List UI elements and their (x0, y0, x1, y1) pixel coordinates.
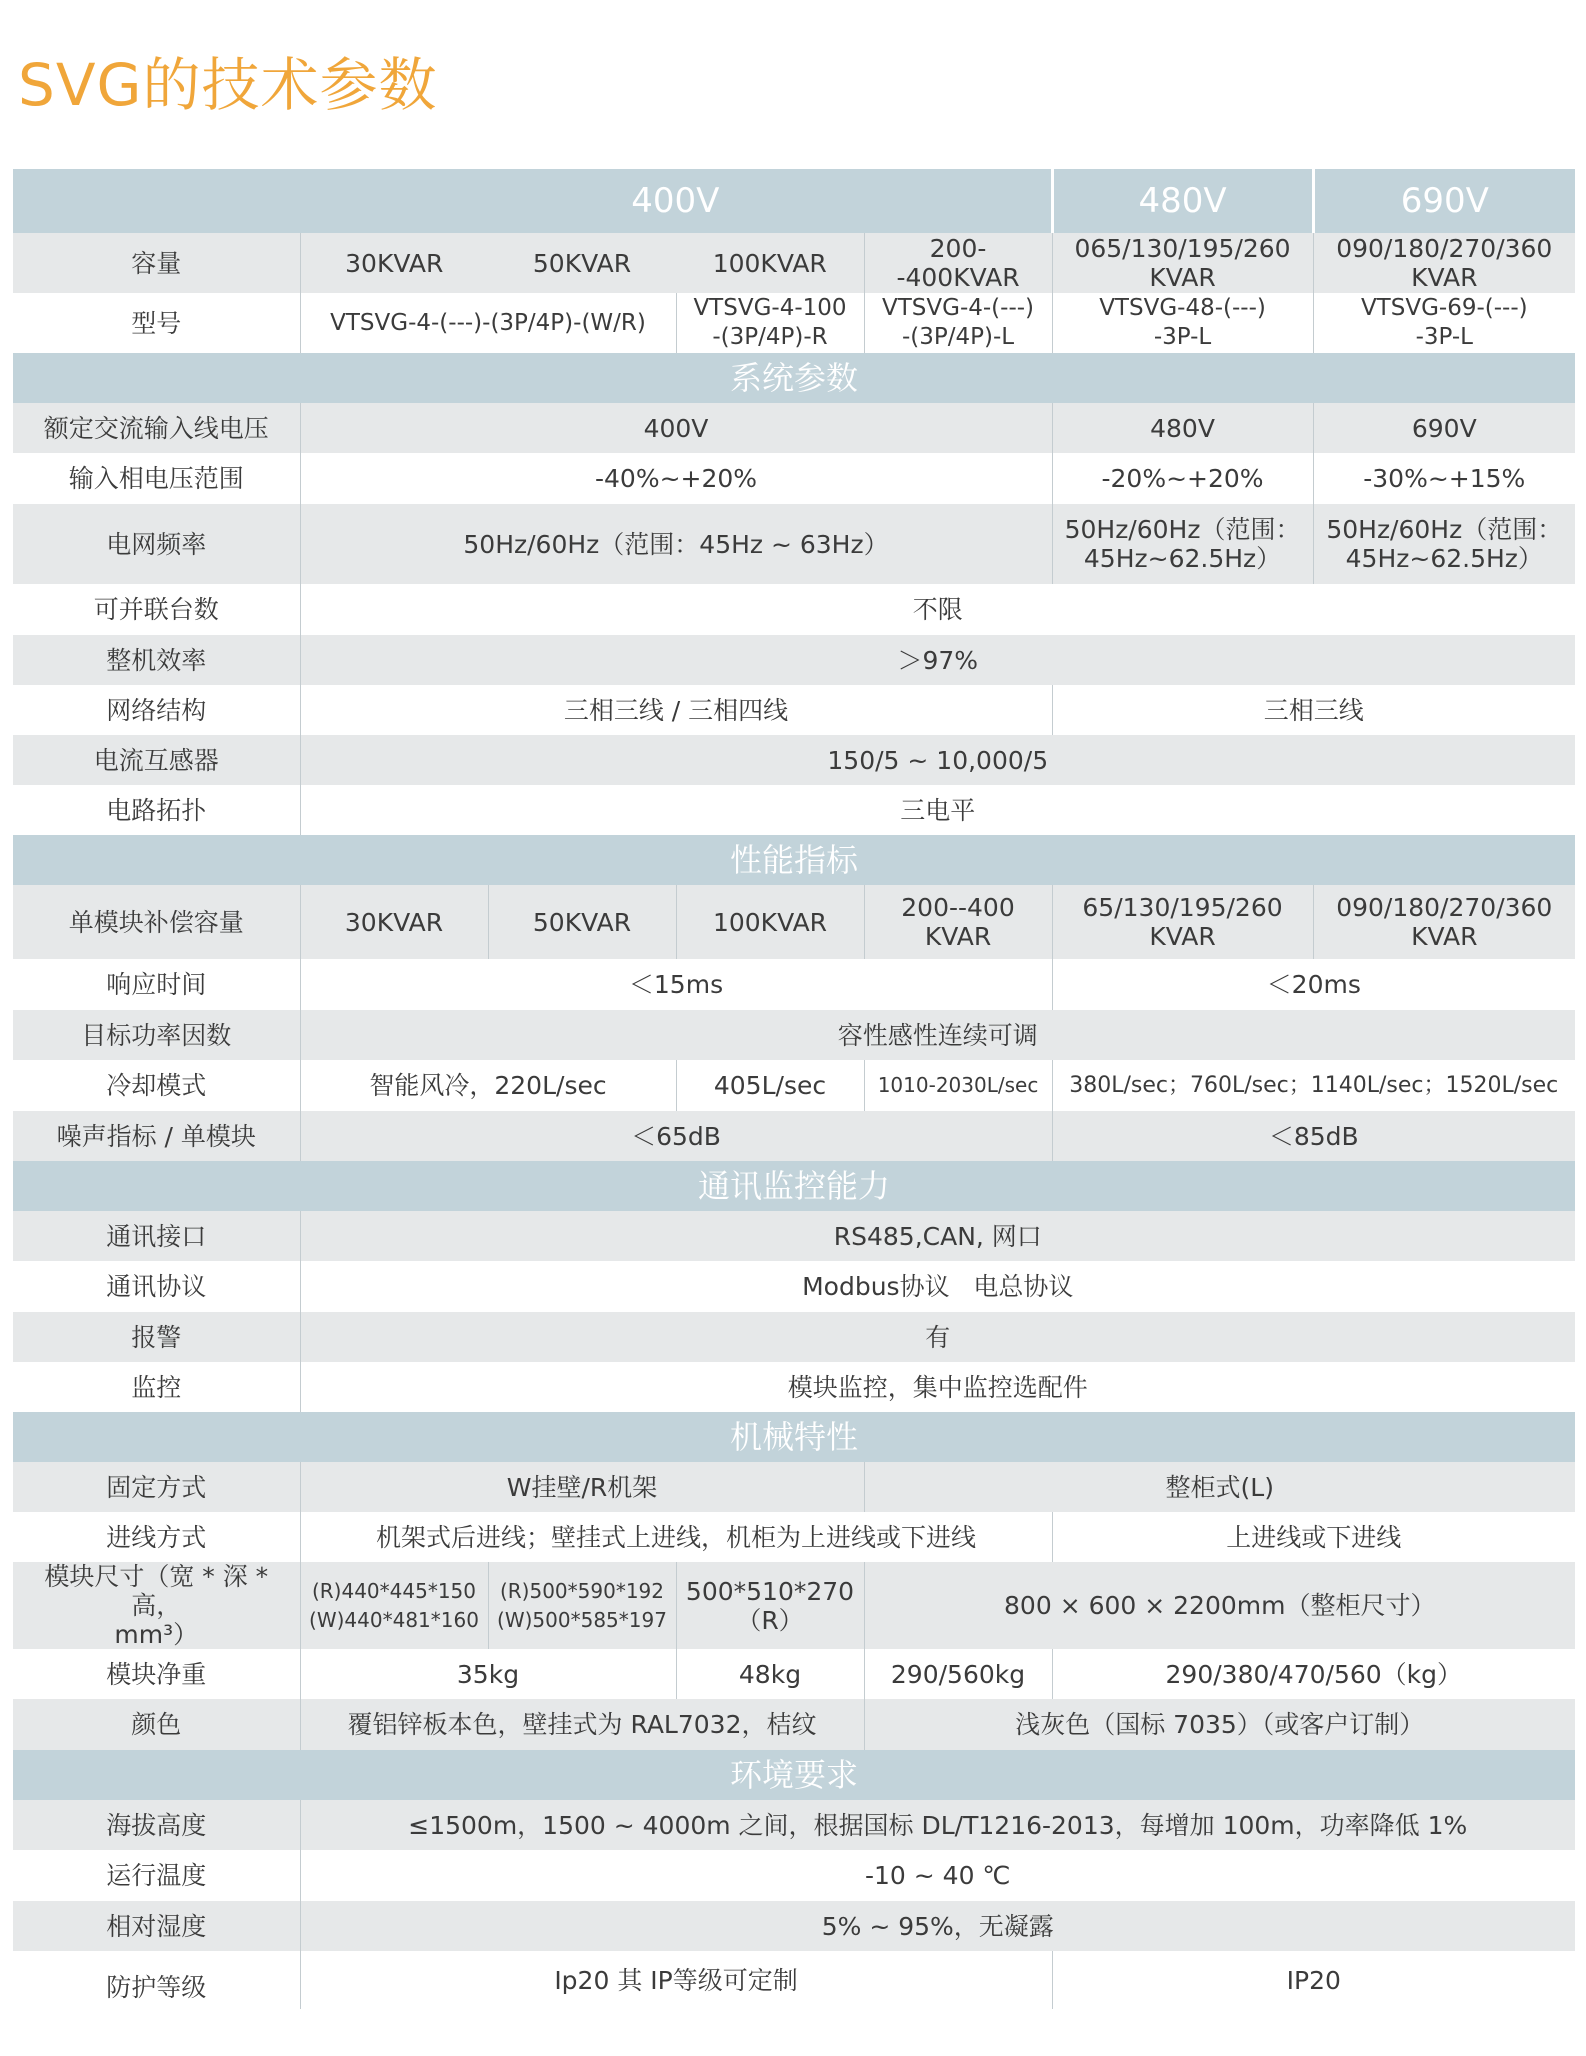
cell: 100KVAR (676, 233, 864, 293)
cell: 容性感性连续可调 (300, 1010, 1575, 1060)
power-factor-row (13, 1010, 1575, 1060)
cell: 上进线或下进线 (1052, 1512, 1575, 1562)
cell: 浅灰色（国标 7035）（或客户订制） (864, 1699, 1575, 1750)
header-480v: 480V (1052, 169, 1313, 233)
row-label: 固定方式 (13, 1462, 300, 1512)
cell-line: 065/130/195/260 (1074, 234, 1291, 263)
cell-line: -(3P/4P)-R (712, 324, 828, 350)
model-row (13, 293, 1575, 353)
cell-line: -(3P/4P)-L (901, 324, 1015, 350)
ct-row (13, 735, 1575, 785)
row-label: 单模块补偿容量 (13, 885, 300, 959)
cell: 覆铝锌板本色，壁挂式为 RAL7032，桔纹 (300, 1699, 864, 1750)
temperature-row (13, 1850, 1575, 1901)
row-label: 模块净重 (13, 1649, 300, 1699)
cell: W挂壁/R机架 (300, 1462, 864, 1512)
row-label: 目标功率因数 (13, 1010, 300, 1060)
row-label: 电路拓扑 (13, 785, 300, 835)
cell-line: -3P-L (1153, 324, 1212, 350)
row-label-line: mm³） (114, 1620, 199, 1649)
parallel-row (13, 584, 1575, 635)
row-label: 进线方式 (13, 1512, 300, 1562)
row-label: 冷却模式 (13, 1060, 300, 1111)
cell: 150/5 ~ 10,000/5 (300, 735, 1575, 785)
section-header-system (13, 353, 1575, 403)
cell: ＜15ms (300, 959, 1052, 1010)
cell-line: KVAR (1411, 263, 1478, 292)
efficiency-row (13, 635, 1575, 685)
noise-row (13, 1111, 1575, 1161)
comm-protocol-row (13, 1261, 1575, 1312)
row-label: 整机效率 (13, 635, 300, 685)
cell-line: 200--400 (901, 893, 1015, 922)
cell: 35kg (300, 1649, 676, 1699)
section-header-environment (13, 1750, 1575, 1800)
row-label: 监控 (13, 1362, 300, 1412)
cell: 200--400KVAR (864, 233, 1052, 293)
cell (300, 1562, 488, 1649)
row-label: 通讯协议 (13, 1261, 300, 1312)
capacity-row (13, 233, 1575, 293)
cell (1313, 885, 1575, 959)
cell: 48kg (676, 1649, 864, 1699)
cell: 50KVAR (488, 233, 676, 293)
cell: 30KVAR (300, 233, 488, 293)
cell-line: KVAR (1149, 922, 1216, 951)
row-label: 运行温度 (13, 1850, 300, 1901)
row-label (13, 1562, 300, 1649)
cell: 5% ~ 95%，无凝露 (300, 1901, 1575, 1951)
row-label: 电网频率 (13, 504, 300, 584)
cell-line: 45Hz~62.5Hz） (1083, 544, 1282, 573)
cell: 800 × 600 × 2200mm（整柜尺寸） (864, 1562, 1575, 1649)
cell-line: -3P-L (1415, 324, 1473, 350)
mounting-row (13, 1462, 1575, 1512)
row-label-line: 模块尺寸（宽 * 深 * 高， (44, 1562, 269, 1620)
cell: -40%~+20% (300, 453, 1052, 504)
cell (1052, 885, 1313, 959)
row-label: 容量 (13, 233, 300, 293)
section-header-performance (13, 835, 1575, 885)
cell: RS485,CAN, 网口 (300, 1211, 1575, 1261)
row-label: 额定交流输入线电压 (13, 403, 300, 453)
cell: 100KVAR (676, 885, 864, 959)
alarm-row (13, 1312, 1575, 1362)
voltage-header-row (13, 169, 1575, 233)
cell: 不限 (300, 584, 1575, 635)
row-label: 防护等级 (13, 1951, 300, 2009)
weight-row (13, 1649, 1575, 1699)
cell-line: KVAR (924, 922, 992, 951)
cell: 405L/sec (676, 1060, 864, 1111)
cell: 400V (300, 403, 1052, 453)
cell-line: VTSVG-4-(---) (882, 295, 1035, 321)
protection-row (13, 1951, 1575, 2009)
cell: IP20 (1052, 1951, 1575, 2009)
cell-line: 090/180/270/360 (1336, 234, 1553, 263)
cell-line: 090/180/270/360 (1336, 893, 1553, 922)
cell-line: 500*510*270 (685, 1576, 855, 1606)
cell-line: VTSVG-69-(---) (1360, 295, 1528, 321)
cell: 模块监控，集中监控选配件 (300, 1362, 1575, 1412)
row-label: 噪声指标 / 单模块 (13, 1111, 300, 1161)
row-label: 电流互感器 (13, 735, 300, 785)
row-label: 响应时间 (13, 959, 300, 1010)
cooling-row (13, 1060, 1575, 1111)
cell-line: (W)500*585*197 (497, 1607, 667, 1632)
cell: -30%~+15% (1313, 453, 1575, 504)
cell (1313, 293, 1575, 353)
header-690v: 690V (1313, 169, 1575, 233)
row-label: 报警 (13, 1312, 300, 1362)
cell: 有 (300, 1312, 1575, 1362)
cell: ＜65dB (300, 1111, 1052, 1161)
cell: VTSVG-4-(---)-(3P/4P)-(W/R) (300, 293, 676, 353)
module-capacity-row (13, 885, 1575, 959)
cell: ＜85dB (1052, 1111, 1575, 1161)
topology-row (13, 785, 1575, 835)
cell-line: 50Hz/60Hz（范围： (1326, 515, 1563, 544)
cell: ＜20ms (1052, 959, 1575, 1010)
color-row (13, 1699, 1575, 1750)
cell: 三相三线 / 三相四线 (300, 685, 1052, 735)
comm-port-row (13, 1211, 1575, 1261)
cell (1052, 293, 1313, 353)
cell-line: （R） (736, 1605, 804, 1635)
section-title: 机械特性 (13, 1412, 1575, 1462)
cell: ≤1500m，1500 ~ 4000m 之间，根据国标 DL/T1216-2013，每增加 100m，功率降低 1% (300, 1800, 1575, 1850)
cell: ＞97% (300, 635, 1575, 685)
grid-frequency-row (13, 504, 1575, 584)
header-400v: 400V (300, 169, 1052, 233)
row-label: 通讯接口 (13, 1211, 300, 1261)
section-header-mechanical (13, 1412, 1575, 1462)
altitude-row (13, 1800, 1575, 1850)
cell-line: (W)440*481*160 (309, 1607, 479, 1632)
cell: Ip20 其 IP等级可定制 (300, 1951, 1052, 2009)
cell-line: KVAR (1149, 263, 1216, 292)
network-row (13, 685, 1575, 735)
section-title: 环境要求 (13, 1750, 1575, 1800)
cell: 50KVAR (488, 885, 676, 959)
cell: 整柜式(L) (864, 1462, 1575, 1512)
row-label: 可并联台数 (13, 584, 300, 635)
monitor-row (13, 1362, 1575, 1412)
dimensions-row (13, 1562, 1575, 1649)
cell (1052, 504, 1313, 584)
cell-line: (R)440*445*150 (311, 1578, 477, 1603)
cell: 50Hz/60Hz（范围：45Hz ~ 63Hz） (300, 504, 1052, 584)
cell: 290/380/470/560（kg） (1052, 1649, 1575, 1699)
cell-line: 50Hz/60Hz（范围： (1064, 515, 1301, 544)
response-row (13, 959, 1575, 1010)
cell (1052, 233, 1313, 293)
cell (864, 293, 1052, 353)
cell (1313, 233, 1575, 293)
row-label: 相对湿度 (13, 1901, 300, 1951)
cell: -20%~+20% (1052, 453, 1313, 504)
cell-line: 65/130/195/260 (1082, 893, 1283, 922)
cell: 290/560kg (864, 1649, 1052, 1699)
row-label: 颜色 (13, 1699, 300, 1750)
cell (488, 1562, 676, 1649)
section-title: 性能指标 (13, 835, 1575, 885)
row-label: 海拔高度 (13, 1800, 300, 1850)
page-title: SVG的技术参数 (18, 51, 438, 119)
cell-line: (R)500*590*192 (499, 1578, 665, 1603)
cell: Modbus协议 电总协议 (300, 1261, 1575, 1312)
cell: 380L/sec；760L/sec；1140L/sec；1520L/sec (1052, 1060, 1575, 1111)
row-label: 网络结构 (13, 685, 300, 735)
phase-range-row (13, 453, 1575, 504)
cell: 480V (1052, 403, 1313, 453)
rated-voltage-row (13, 403, 1575, 453)
cell-line: 45Hz~62.5Hz） (1345, 544, 1543, 573)
cell: 690V (1313, 403, 1575, 453)
cell-line: VTSVG-4-100 (693, 295, 847, 321)
cell (676, 293, 864, 353)
cell-line: VTSVG-48-(---) (1099, 295, 1266, 321)
section-header-communication (13, 1161, 1575, 1211)
cell: 智能风冷，220L/sec (300, 1060, 676, 1111)
cell (1313, 504, 1575, 584)
inlet-row (13, 1512, 1575, 1562)
row-label: 输入相电压范围 (13, 453, 300, 504)
cell: 30KVAR (300, 885, 488, 959)
cell: 三电平 (300, 785, 1575, 835)
cell (676, 1562, 864, 1649)
cell: 机架式后进线；壁挂式上进线，机柜为上进线或下进线 (300, 1512, 1052, 1562)
row-label: 型号 (13, 293, 300, 353)
cell-line: KVAR (1411, 922, 1478, 951)
cell (864, 885, 1052, 959)
cell: -10 ~ 40 ℃ (300, 1850, 1575, 1901)
spec-table (13, 169, 1575, 2009)
section-title: 系统参数 (13, 353, 1575, 403)
cell: 三相三线 (1052, 685, 1575, 735)
cell: 1010-2030L/sec (864, 1060, 1052, 1111)
section-title: 通讯监控能力 (13, 1161, 1575, 1211)
humidity-row (13, 1901, 1575, 1951)
